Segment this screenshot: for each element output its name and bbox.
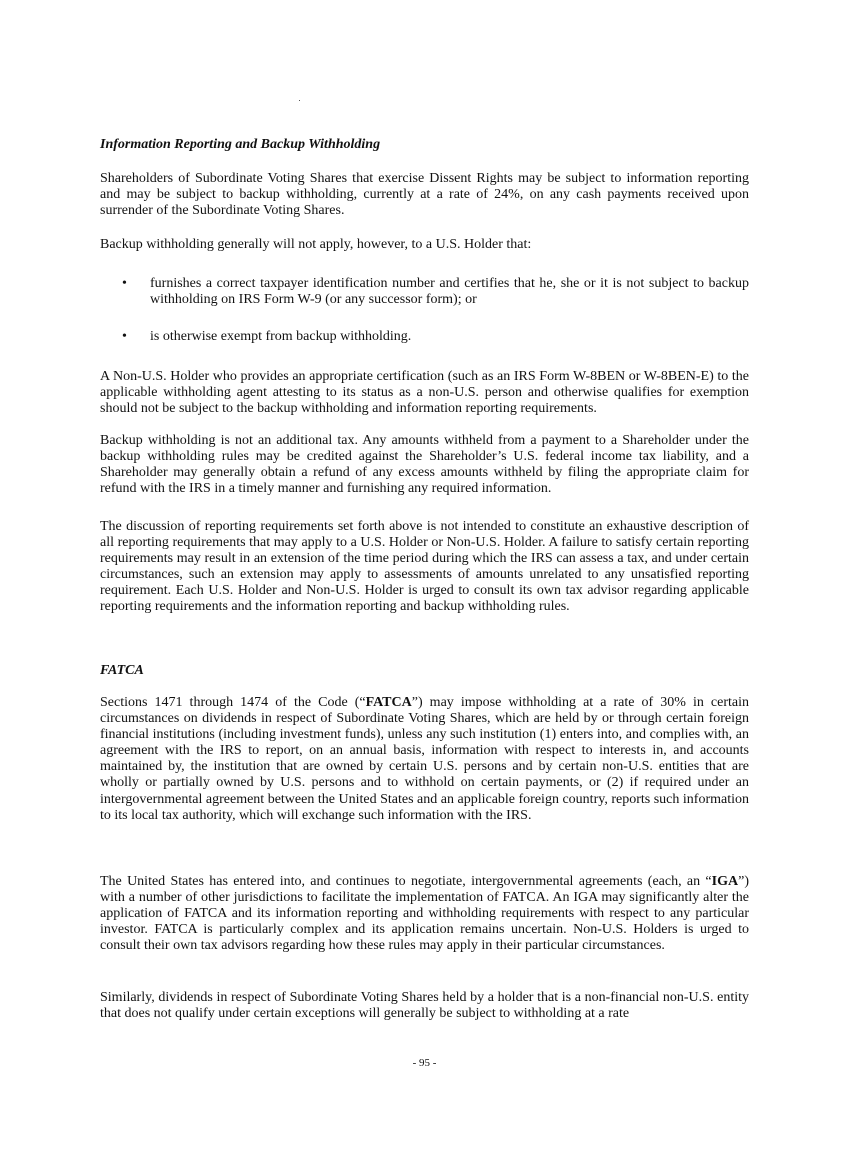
paragraph-backup-intro: Backup withholding generally will not apply, however, to a U.S. Holder that: [100,237,532,252]
paragraph-not-additional-tax: Backup withholding is not an additional tax. Any amounts withheld from a payment to a Shareholder under the backup withholding rules may be credited against the Shareholder’s U.S. federal income tax liability, and a Shareholder may generally obtain a refund of any excess amounts withheld by filing the appropriate claim for refund with the IRS in a timely manner and furnishing any required information. [100,433,749,497]
bullet-item [122,329,749,345]
bullet-marker: • [122,329,127,344]
paragraph-dividends-non-financial: Similarly, dividends in respect of Subordinate Voting Shares held by a holder that is a non-financial non-U.S. entity that does not qualify under certain exceptions will generally be subject to withholding at a rate [100,990,749,1022]
paragraph-iga: The United States has entered into, and continues to negotiate, intergovernmental agreements (each, an “IGA”) with a number of other jurisdictions to facilitate the implementation of FATCA. An IGA may significantly alter the application of FATCA and its information reporting and withholding requirements with respect to any particular investor. FATCA is particularly complex and its application remains uncertain. Non-U.S. Holders is urged to consult their own tax advisors regarding how these rules may apply in their particular circumstances. [100,874,749,954]
paragraph-non-us-holder: A Non-U.S. Holder who provides an appropriate certification (such as an IRS Form W-8BEN or W-8BEN-E) to the applicable withholding agent attesting to its status as a non-U.S. person and otherwise qualifies for exemption should not be subject to the backup withholding and information reporting requirements. [100,369,749,417]
section-heading-information-reporting: Information Reporting and Backup Withholding [100,137,381,152]
paragraph-fatca-sections: Sections 1471 through 1474 of the Code (“FATCA”) may impose withholding at a rate of 30% in certain circumstances on dividends in respect of Subordinate Voting Shares, which are held by or through certain foreign financial institutions (including investment funds), unless any such institution (1) enters into, and complies with, an agreement with the IRS to report, on an annual basis, information with respect to interests in, and accounts maintained by, the institution that are owned by certain U.S. persons and by certain non-U.S. entities that are wholly or partially owned by U.S. persons and to withhold on certain payments, or (2) if required under an intergovernmental agreement between the United States and an applicable foreign country, reports such information to its local tax authority, which will exchange such information with the IRS. [100,695,750,823]
paragraph-reporting-discussion: The discussion of reporting requirements set forth above is not intended to constitute an exhaustive description of all reporting requirements that may apply to a U.S. Holder or Non-U.S. Holder. A failure to satisfy certain reporting requirements may result in an extension of the time period during which the IRS can assess a tax, and under certain circumstances, such an extension may apply to assessments of amounts unrelated to any unsatisfied reporting requirement. Each U.S. Holder and Non-U.S. Holder is urged to consult its own tax advisor regarding applicable reporting requirements and the information reporting and backup withholding rules. [100,519,749,615]
stray-mark [299,100,300,101]
bullet-text: furnishes a correct taxpayer identification number and certifies that he, she or it is not subject to backup withholding on IRS Form W-9 (or any successor form); or [150,276,749,308]
page-number: - 95 - [412,1057,437,1069]
section-heading-fatca: FATCA [100,663,144,678]
bullet-item [122,276,749,308]
bullet-text: is otherwise exempt from backup withholding. [150,329,412,344]
bullet-marker: • [122,276,127,291]
paragraph-dissent-rights: Shareholders of Subordinate Voting Shares that exercise Dissent Rights may be subject to information reporting and may be subject to backup withholding, currently at a rate of 24%, on any cash payments received upon surrender of the Subordinate Voting Shares. [100,171,749,219]
